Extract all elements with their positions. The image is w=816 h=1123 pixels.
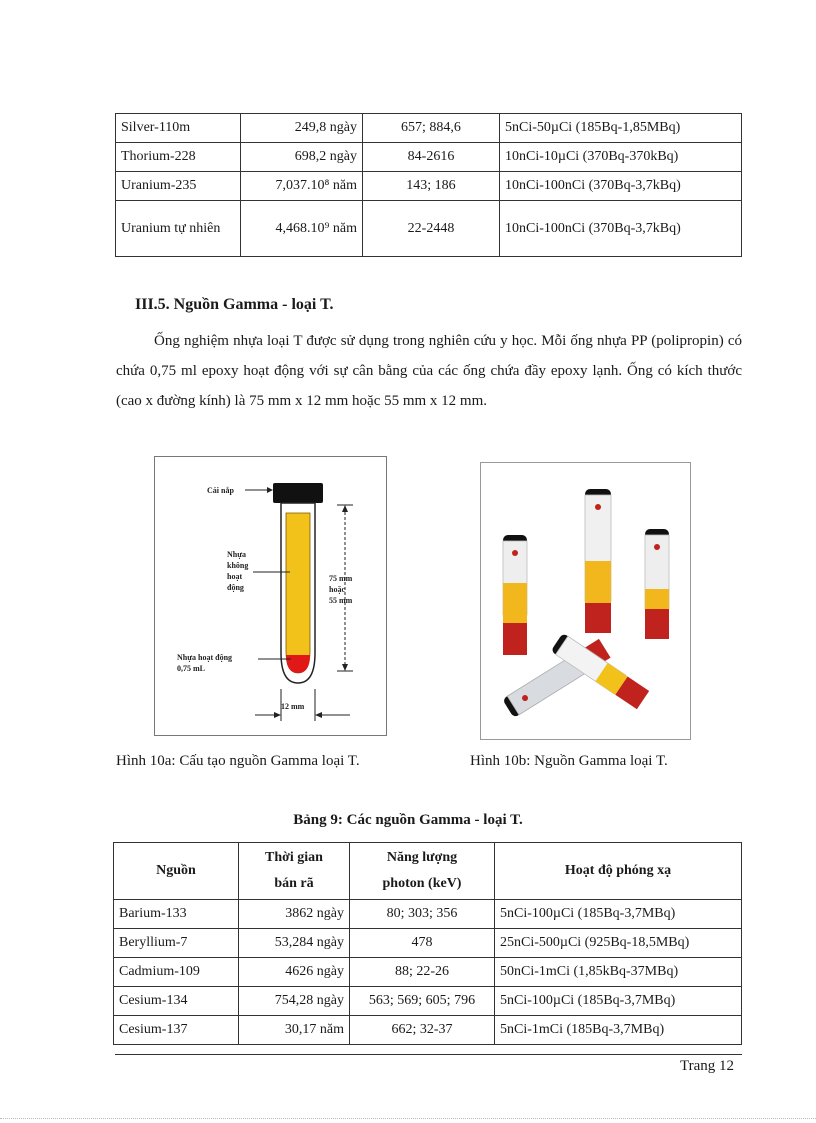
table-row [114, 929, 742, 958]
cell-activity: 25nCi-500µCi (925Bq-18,5MBq) [495, 929, 742, 958]
cell-energy: 84-2616 [363, 143, 500, 172]
cell-source: Uranium tự nhiên [116, 201, 241, 257]
cell-halflife: 3862 ngày [239, 900, 350, 929]
label-height-1: 75 mm [329, 574, 353, 583]
cell-halflife: 249,8 ngày [241, 114, 363, 143]
tube-left [503, 535, 527, 655]
header-source: Nguồn [114, 843, 239, 900]
cell-halflife: 30,17 năm [239, 1016, 350, 1045]
cell-halflife: 754,28 ngày [239, 987, 350, 1016]
cell-energy: 657; 884,6 [363, 114, 500, 143]
label-active-1: Nhựa hoạt động [177, 653, 233, 662]
figure-b-caption: Hình 10b: Nguồn Gamma loại T. [470, 753, 668, 769]
gamma-sources-table [113, 842, 742, 1045]
page-number: Trang 12 [679, 1058, 734, 1074]
section-heading: III.5. Nguồn Gamma - loại T. [135, 296, 334, 313]
cell-halflife: 7,037.10⁸ năm [241, 172, 363, 201]
cell-activity: 50nCi-1mCi (1,85kBq-37MBq) [495, 958, 742, 987]
label-inactive-3: hoạt [227, 572, 243, 581]
cell-source: Cadmium-109 [114, 958, 239, 987]
table-row [114, 987, 742, 1016]
header-energy-line1: Năng lượng [386, 850, 458, 865]
inactive-resin-shape [286, 513, 310, 673]
cell-activity: 10nCi-10µCi (370Bq-370kBq) [500, 143, 742, 172]
tube-cap-shape [273, 483, 323, 503]
cell-activity: 10nCi-100nCi (370Bq-3,7kBq) [500, 201, 742, 257]
label-inactive-2: không [227, 561, 249, 570]
table-row [116, 143, 742, 172]
cell-activity: 5nCi-1mCi (185Bq-3,7MBq) [495, 1016, 742, 1045]
label-height-2: hoặc [329, 585, 345, 594]
cell-energy: 143; 186 [363, 172, 500, 201]
section-paragraph: Ống nghiệm nhựa loại T được sử dụng trong nghiên cứu y học. Mỗi ống nhựa PP (polipropin) có chứa 0,75 ml epoxy hoạt động với sự cân bằng của các ống chứa đầy epoxy lạnh. Ống có kích thước (cao x đường kính) là 75 mm x 12 mm hoặc 55 mm x 12 mm. [116, 333, 742, 409]
tube-center [585, 489, 611, 633]
cell-energy: 22-2448 [363, 201, 500, 257]
header-halflife-line1: Thời gian [265, 850, 323, 865]
cell-energy: 478 [350, 929, 495, 958]
label-cap: Cái nắp [207, 486, 234, 495]
table-row [116, 114, 742, 143]
cell-halflife: 698,2 ngày [241, 143, 363, 172]
figure-tube-photo [480, 462, 691, 740]
cell-halflife: 4626 ngày [239, 958, 350, 987]
table-row [114, 900, 742, 929]
cell-activity: 5nCi-50µCi (185Bq-1,85MBq) [500, 114, 742, 143]
cap-pointer-arrow [267, 487, 273, 493]
cell-source: Uranium-235 [116, 172, 241, 201]
cell-energy: 563; 569; 605; 796 [350, 987, 495, 1016]
header-energy [350, 843, 495, 900]
tube-photo-svg [481, 463, 690, 739]
cell-activity: 10nCi-100nCi (370Bq-3,7kBq) [500, 172, 742, 201]
figure-a-caption: Hình 10a: Cấu tạo nguồn Gamma loại T. [116, 753, 360, 769]
width-arrow-left [274, 712, 281, 718]
cell-energy: 662; 32-37 [350, 1016, 495, 1045]
label-width: 12 mm [281, 702, 305, 711]
tube-right [645, 529, 669, 639]
cell-halflife: 53,284 ngày [239, 929, 350, 958]
label-inactive-1: Nhựa [227, 550, 247, 559]
table-header-row [114, 843, 742, 900]
label-active-2: 0,75 mL [177, 664, 205, 673]
cell-source: Cesium-134 [114, 987, 239, 1016]
label-height-3: 55 mm [329, 596, 353, 605]
table-title: Bảng 9: Các nguồn Gamma - loại T. [293, 812, 523, 828]
cell-source: Cesium-137 [114, 1016, 239, 1045]
cell-source: Beryllium-7 [114, 929, 239, 958]
cell-source: Barium-133 [114, 900, 239, 929]
page-break-line [0, 1118, 816, 1119]
isotope-table-continued [115, 113, 742, 257]
cell-activity: 5nCi-100µCi (185Bq-3,7MBq) [495, 987, 742, 1016]
table-row [114, 1016, 742, 1045]
figure-tube-diagram [154, 456, 387, 736]
height-arrow-bottom [342, 664, 348, 671]
tube-diagram-svg [155, 457, 386, 735]
height-arrow-top [342, 505, 348, 512]
table-row [116, 172, 742, 201]
header-activity: Hoạt độ phóng xạ [495, 843, 742, 900]
cell-activity: 5nCi-100µCi (185Bq-3,7MBq) [495, 900, 742, 929]
width-arrow-right [315, 712, 322, 718]
table-row [116, 201, 742, 257]
cell-source: Thorium-228 [116, 143, 241, 172]
header-energy-line2: photon (keV) [382, 876, 462, 891]
header-halflife [239, 843, 350, 900]
cell-energy: 80; 303; 356 [350, 900, 495, 929]
header-halflife-line2: bán rã [274, 876, 314, 891]
cell-source: Silver-110m [116, 114, 241, 143]
footer-divider [115, 1054, 742, 1055]
cell-halflife: 4,468.10⁹ năm [241, 201, 363, 257]
cell-energy: 88; 22-26 [350, 958, 495, 987]
table-row [114, 958, 742, 987]
label-inactive-4: động [227, 583, 244, 592]
